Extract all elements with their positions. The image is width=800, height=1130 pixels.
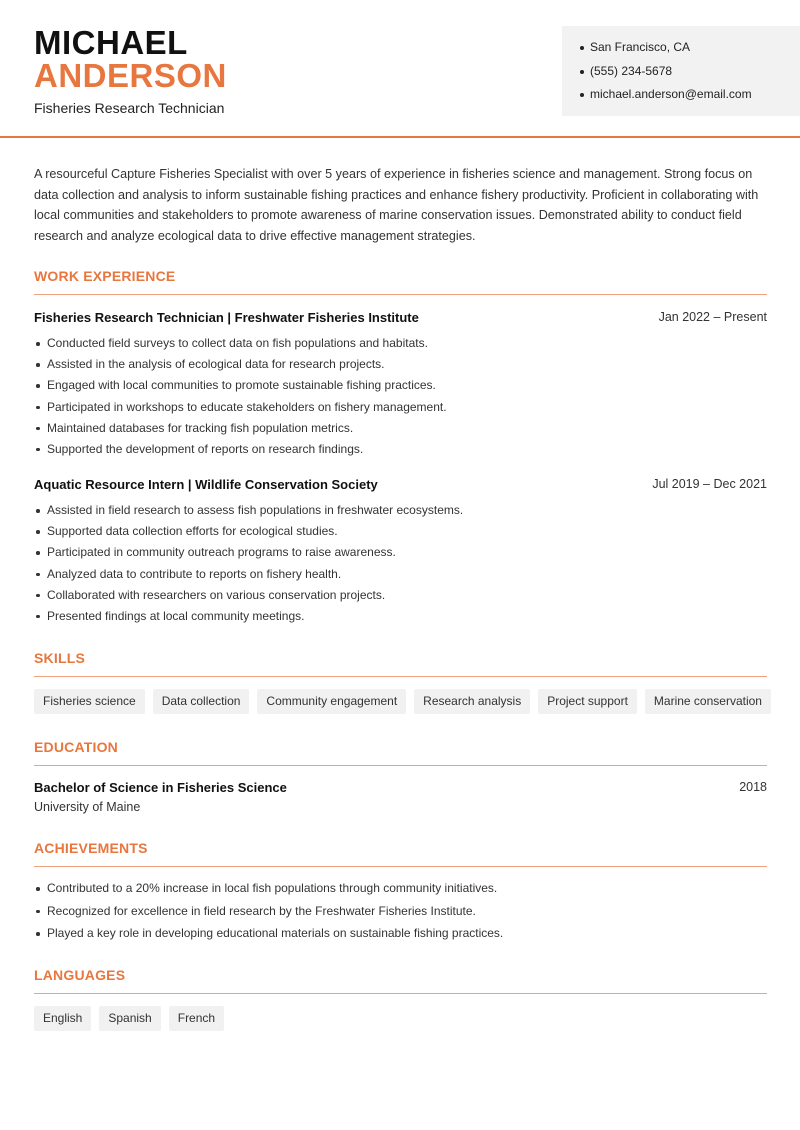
education-year: 2018 — [739, 780, 767, 794]
skill-chip: Fisheries science — [34, 689, 145, 714]
section-title-skills: SKILLS — [34, 650, 767, 677]
list-item: Analyzed data to contribute to reports on fishery health. — [34, 565, 463, 586]
job-bullets — [34, 334, 447, 461]
list-item: Assisted in field research to assess fish populations in freshwater ecosystems. — [34, 501, 463, 522]
list-item: Maintained databases for tracking fish population metrics. — [34, 419, 447, 440]
section-title-work: WORK EXPERIENCE — [34, 268, 767, 295]
list-item: Supported the development of reports on research findings. — [34, 440, 447, 461]
job-header — [34, 310, 767, 325]
contact-phone[interactable]: (555) 234-5678 — [580, 62, 800, 86]
job-bullets — [34, 501, 463, 628]
skill-chip: Project support — [538, 689, 637, 714]
section-title-languages: LANGUAGES — [34, 967, 767, 994]
job-header — [34, 477, 767, 492]
achievements-list — [34, 879, 503, 947]
list-item: Assisted in the analysis of ecological data for research projects. — [34, 355, 447, 376]
list-item: Collaborated with researchers on various conservation projects. — [34, 586, 463, 607]
first-name: MICHAEL — [34, 24, 188, 61]
languages-list — [34, 1006, 224, 1031]
education-school: University of Maine — [34, 800, 141, 814]
job-role: Fisheries Research Technician | Freshwater Fisheries Institute — [34, 310, 419, 325]
list-item: Supported data collection efforts for ecological studies. — [34, 522, 463, 543]
list-item: Participated in workshops to educate stakeholders on fishery management. — [34, 398, 447, 419]
list-item: Conducted field surveys to collect data on fish populations and habitats. — [34, 334, 447, 355]
language-chip: English — [34, 1006, 91, 1031]
language-chip: Spanish — [99, 1006, 160, 1031]
list-item: Presented findings at local community meetings. — [34, 607, 463, 628]
contact-list — [562, 26, 800, 109]
education-degree: Bachelor of Science in Fisheries Science — [34, 780, 287, 795]
list-item: Played a key role in developing educational materials on sustainable fishing practices. — [34, 924, 503, 947]
list-item: Participated in community outreach programs to raise awareness. — [34, 543, 463, 564]
list-item: Contributed to a 20% increase in local fish populations through community initiatives. — [34, 879, 503, 902]
contact-location: San Francisco, CA — [580, 38, 800, 62]
skills-list — [34, 689, 771, 714]
skill-chip: Community engagement — [257, 689, 406, 714]
last-name: ANDERSON — [34, 57, 227, 94]
section-title-education: EDUCATION — [34, 739, 767, 766]
section-title-achievements: ACHIEVEMENTS — [34, 840, 767, 867]
resume-header — [0, 0, 800, 138]
job-title: Fisheries Research Technician — [34, 100, 225, 116]
job-dates: Jul 2019 – Dec 2021 — [652, 477, 767, 491]
language-chip: French — [169, 1006, 224, 1031]
list-item: Recognized for excellence in field research by the Freshwater Fisheries Institute. — [34, 902, 503, 925]
summary-text: A resourceful Capture Fisheries Specialist with over 5 years of experience in fisheries science and management. Strong focus on data collection and analysis to inform sustainable fishing practices and enhance fishery productivity. Proficient in collaborating with local communities and stakeholders to promote awareness of marine conservation issues. Demonstrated ability to conduct field research and analyze ecological data to drive effective management strategies. — [34, 167, 759, 243]
contact-email[interactable]: michael.anderson@email.com — [580, 85, 800, 109]
skill-chip: Marine conservation — [645, 689, 771, 714]
skill-chip: Data collection — [153, 689, 250, 714]
contact-box — [562, 26, 800, 116]
job-role: Aquatic Resource Intern | Wildlife Conservation Society — [34, 477, 378, 492]
list-item: Engaged with local communities to promote sustainable fishing practices. — [34, 376, 447, 397]
skill-chip: Research analysis — [414, 689, 530, 714]
job-dates: Jan 2022 – Present — [658, 310, 767, 324]
